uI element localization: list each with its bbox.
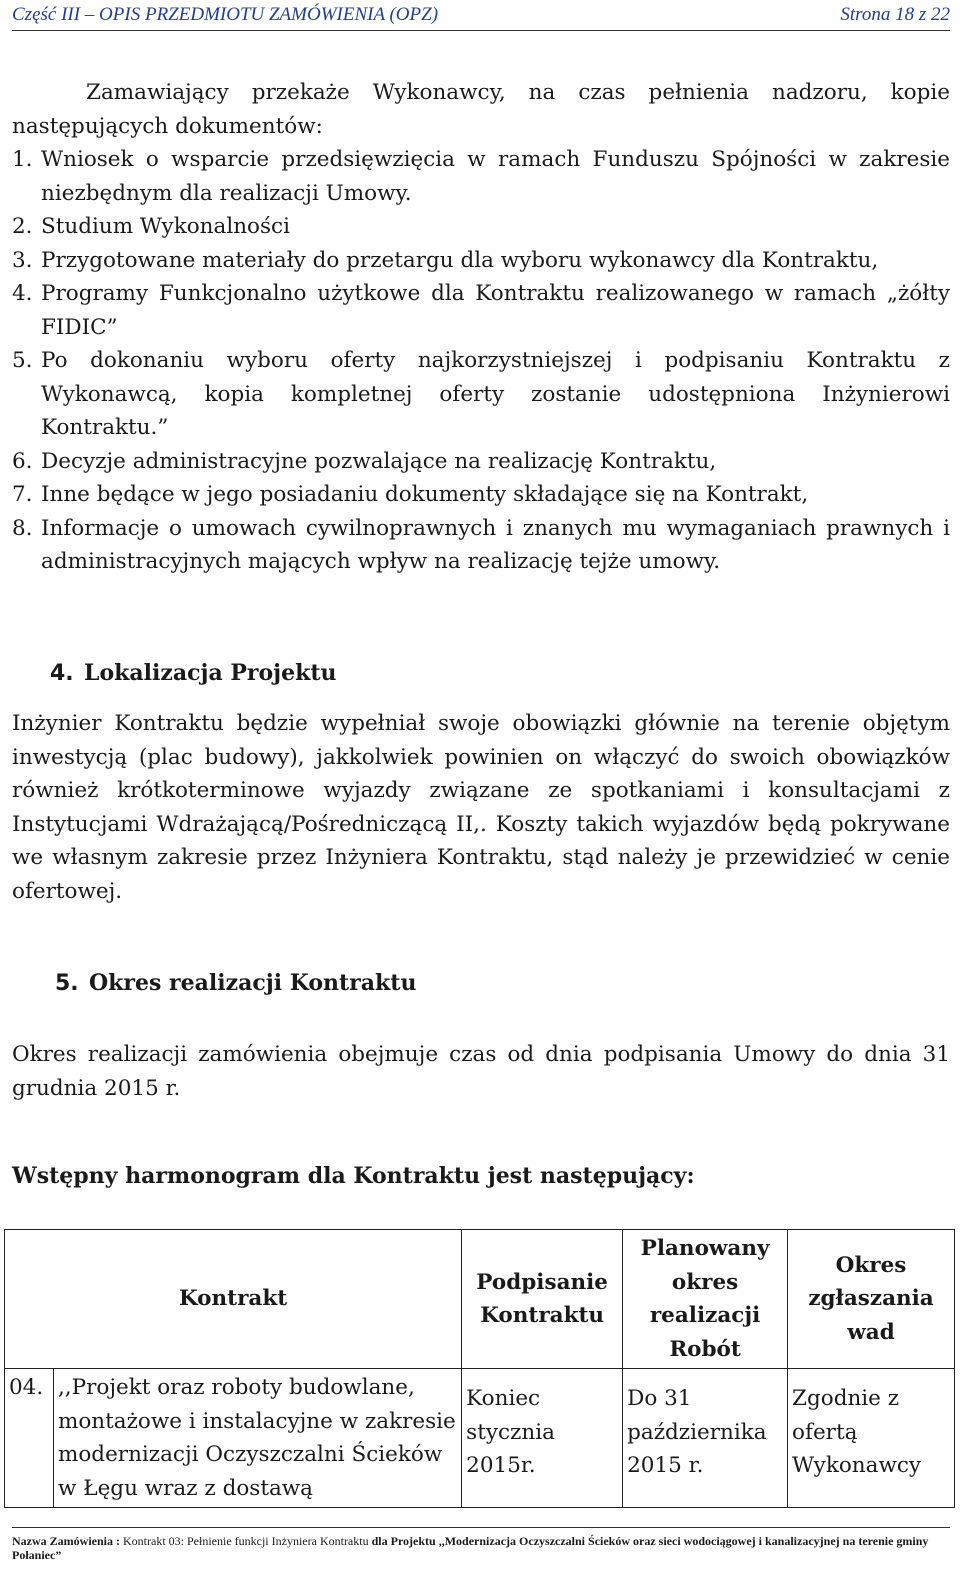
documents-list — [12, 143, 950, 579]
schedule-table — [4, 1229, 955, 1508]
page-number: Strona 18 z 22 — [840, 4, 950, 25]
table-row — [5, 1369, 955, 1508]
cell-planowany: Do 31 października 2015 r. — [623, 1369, 788, 1508]
page-header — [12, 4, 950, 31]
header-planowany: Planowany okres realizacji Robót — [623, 1230, 788, 1369]
section-5-heading — [55, 970, 416, 996]
header-podpisanie: Podpisanie Kontraktu — [462, 1230, 623, 1369]
section-number: 5. — [55, 971, 79, 996]
cell-num: 04. — [5, 1369, 54, 1508]
footer-project-label: dla Projektu — [371, 1534, 436, 1548]
footer-text: Kontrakt 03: Pełnienie funkcji Inżyniera Kontraktu — [123, 1534, 369, 1548]
list-item: 2. Studium Wykonalności — [12, 214, 290, 239]
list-item: 8. Informacje o umowach cywilnoprawnych i znanych mu wymaganiach prawnych i administracyjnych mających wpływ na realizację tejże umowy. — [12, 515, 950, 574]
footer-project: ,,Modernizacja Oczyszczalni Ścieków oraz sieci wodociągowej i kanalizacyjnej na terenie gminy Połaniec” — [12, 1534, 929, 1562]
footer-label: Nazwa Zamówienia : — [12, 1534, 120, 1548]
section-4-heading — [50, 660, 337, 686]
list-item: 1. Wniosek o wsparcie przedsięwzięcia w ramach Funduszu Spójności w zakresie niezbędnym dla realizacji Umowy. — [12, 147, 950, 206]
page-footer — [12, 1527, 950, 1562]
cell-okres: Zgodnie z ofertą Wykonawcy — [788, 1369, 955, 1508]
section-5-body: Okres realizacji zamówienia obejmuje czas od dnia podpisania Umowy do dnia 31 grudnia 2015 r. — [12, 1042, 950, 1101]
intro-paragraph: Zamawiający przekaże Wykonawcy, na czas pełnienia nadzoru, kopie następujących dokumentów: — [12, 80, 950, 139]
section-title: Okres realizacji Kontraktu — [89, 970, 417, 996]
header-title: Część III – OPIS PRZEDMIOTU ZAMÓWIENIA (OPZ) — [12, 4, 439, 25]
list-item: 6. Decyzje administracyjne pozwalające na realizację Kontraktu, — [12, 448, 717, 474]
list-item: 7. Inne będące w jego posiadaniu dokumenty składające się na Kontrakt, — [12, 482, 809, 507]
section-4-body: Inżynier Kontraktu będzie wypełniał swoje obowiązki głównie na terenie objętym inwestycją (plac budowy), jakkolwiek powinien on włączyć do swoich obowiązków również krótkoterminowe wyjazdy związane ze spotkaniami i konsultacjami z Instytucjami Wdrażającą/Pośredniczącą II,. Koszty takich wyjazdów będą pokrywane we własnym zakresie przez Inżyniera Kontraktu, stąd należy je przewidzieć w cenie ofertowej. — [12, 711, 950, 904]
list-item: 5. Po dokonaniu wyboru oferty najkorzystniejszej i podpisaniu Kontraktu z Wykonawcą, kopia kompletnej oferty zostanie udostępniona Inżynierowi Kontraktu.” — [12, 348, 950, 440]
list-item: 3. Przygotowane materiały do przetargu dla wyboru wykonawcy dla Kontraktu, — [12, 247, 879, 273]
table-header-row — [5, 1230, 955, 1369]
header-okres: Okres zgłaszania wad — [788, 1230, 955, 1369]
header-kontrakt: Kontrakt — [5, 1230, 462, 1369]
list-item: 4. Programy Funkcjonalno użytkowe dla Kontraktu realizowanego w ramach „żółty FIDIC” — [12, 281, 950, 340]
schedule-heading: Wstępny harmonogram dla Kontraktu jest następujący: — [12, 1163, 695, 1189]
section-number: 4. — [50, 661, 74, 686]
cell-kontrakt: ,,Projekt oraz roboty budowlane, montażowe i instalacyjne w zakresie modernizacji Oczyszczalni Ścieków w Łęgu wraz z dostawą — [53, 1369, 461, 1508]
cell-podpisanie: Koniec stycznia 2015r. — [462, 1369, 623, 1508]
section-title: Lokalizacja Projektu — [84, 660, 337, 686]
